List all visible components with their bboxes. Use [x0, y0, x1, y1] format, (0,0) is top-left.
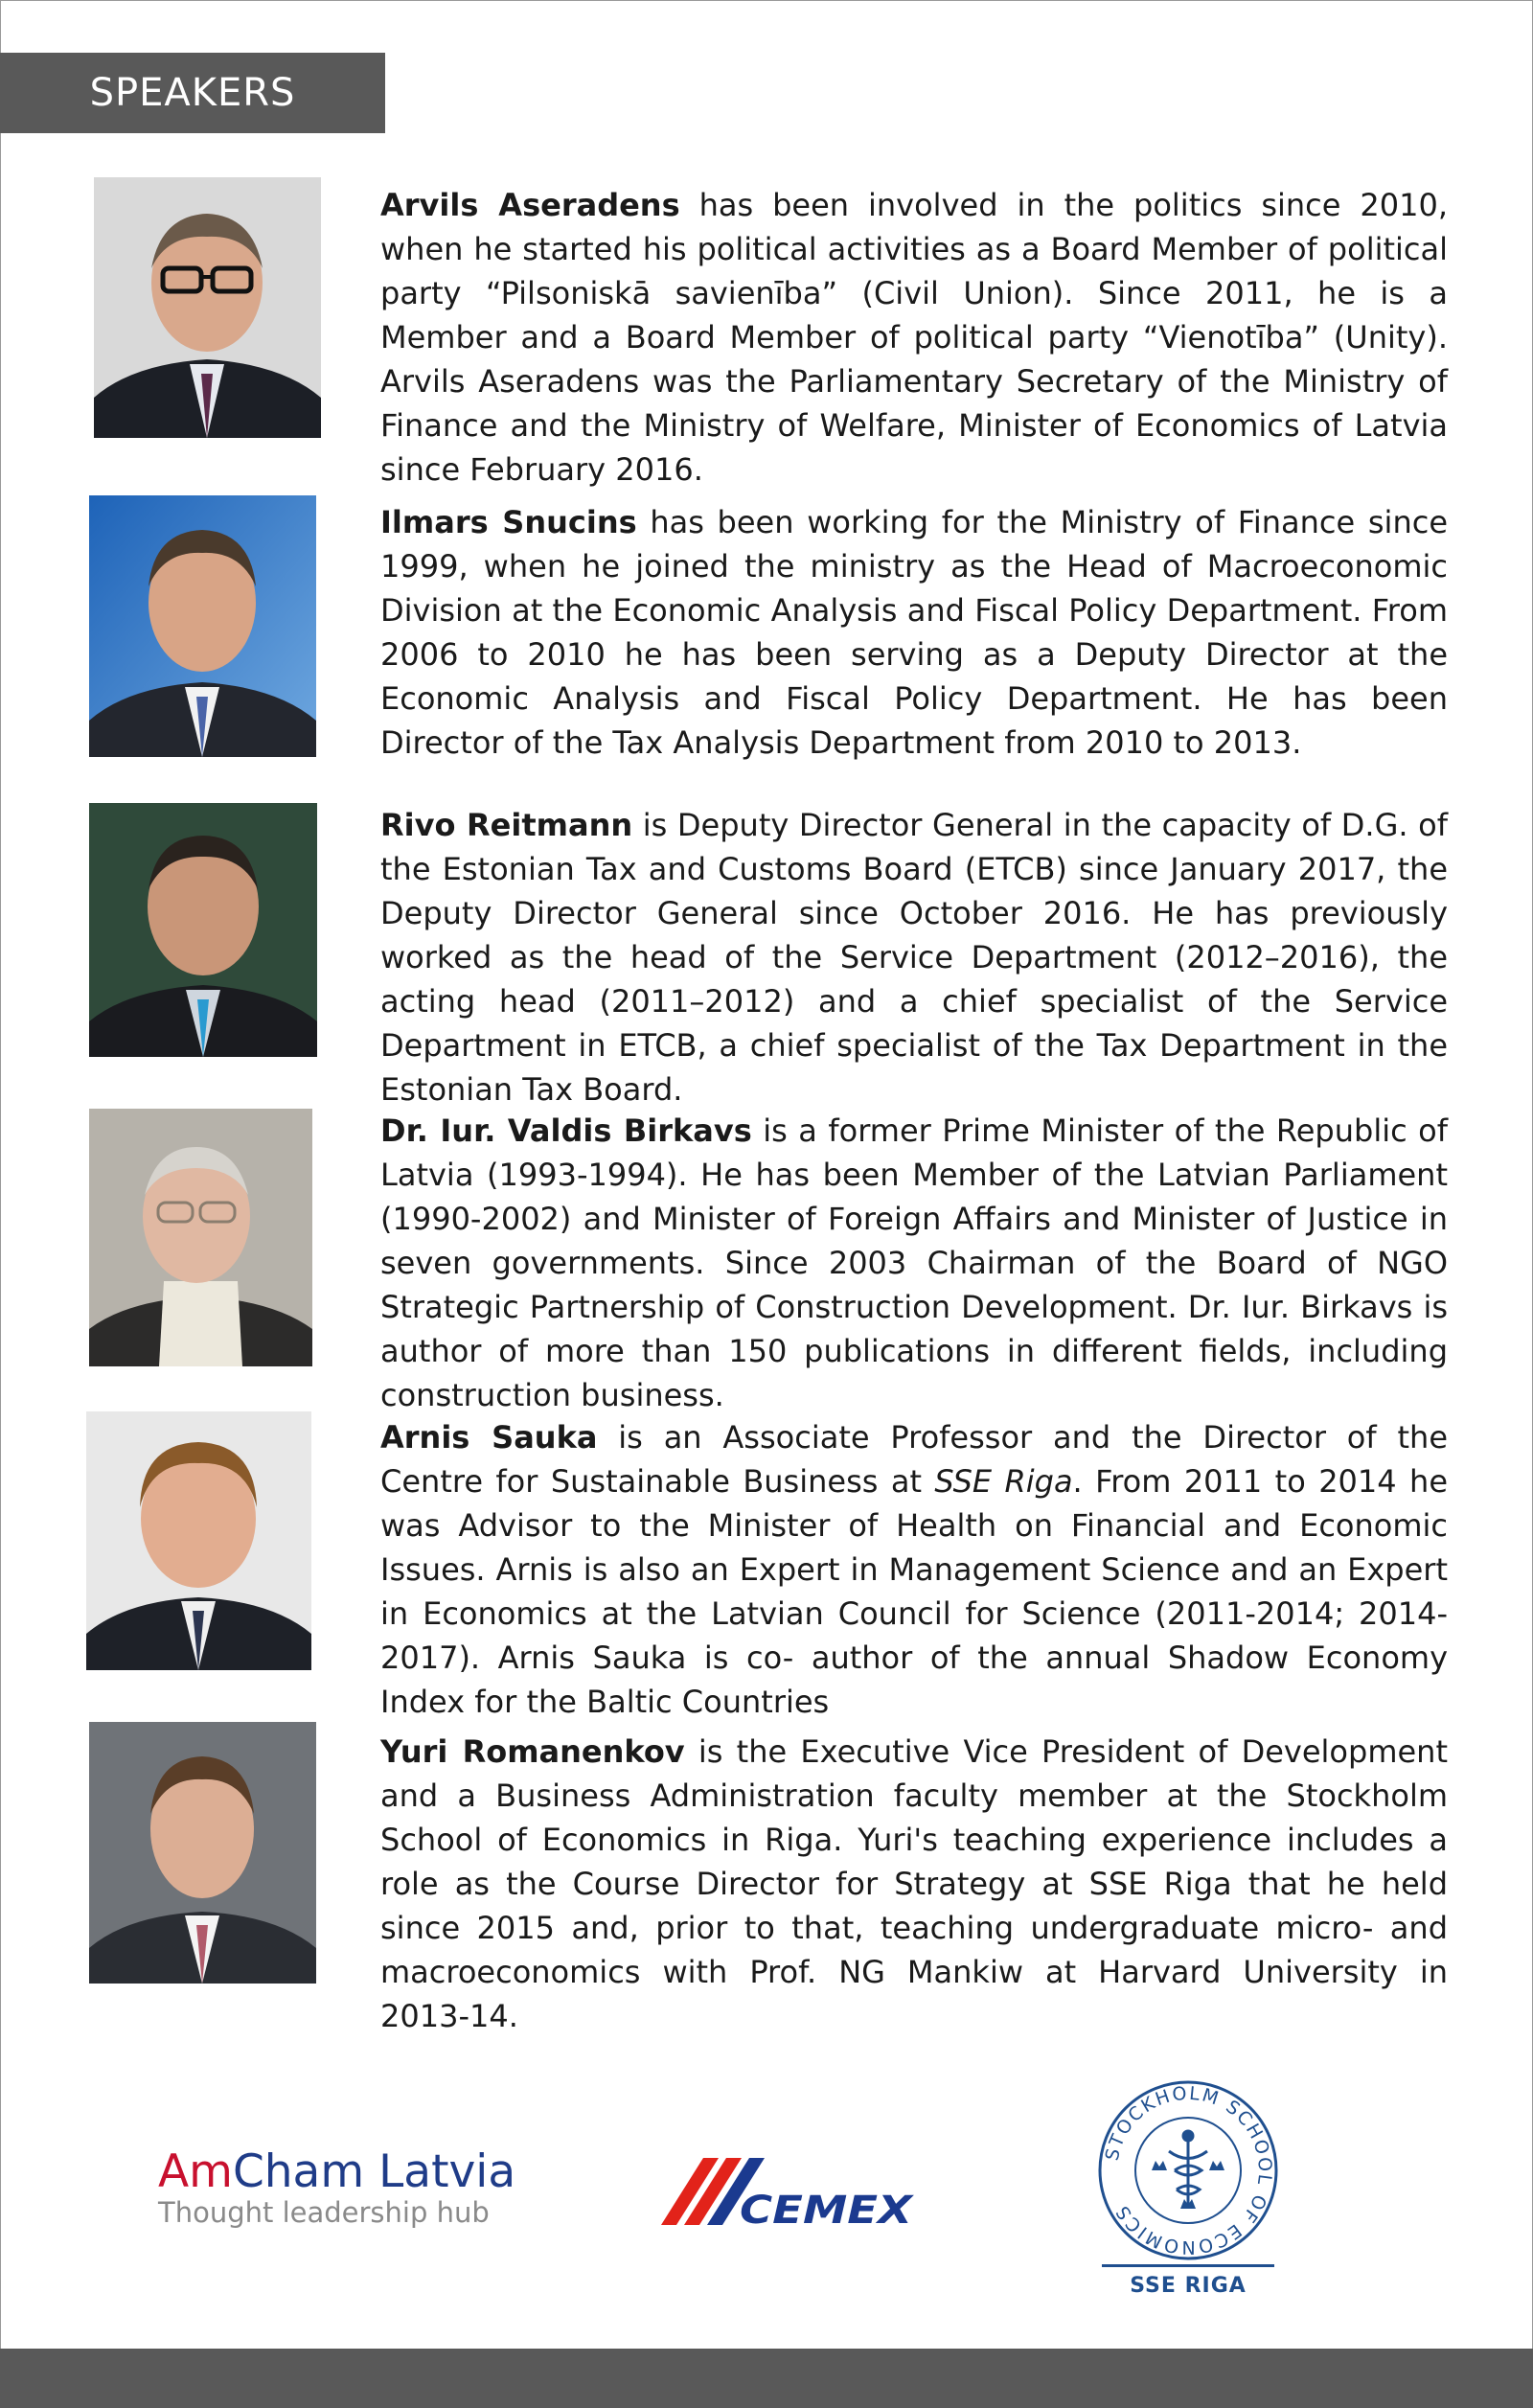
speaker-name: Rivo Reitmann: [380, 807, 633, 843]
speaker-photo-snucins: [89, 495, 316, 757]
section-header: [0, 53, 385, 133]
speaker-name: Arvils Aseradens: [380, 187, 680, 223]
cemex-logo: [661, 2156, 915, 2228]
cemex-logo-mark: [661, 2156, 915, 2228]
speaker-photo-reitmann: [89, 803, 317, 1057]
speaker-bio-text: is an Associate Professor and the Director of the Centre for Sustainable Business at: [380, 1419, 1449, 1500]
amcham-latvia-logo: [158, 2145, 516, 2239]
footer-bar: [0, 2349, 1533, 2408]
speaker-bio-text: . From 2011 to 2014 he was Advisor to the Minister of Health on Financial and Economic Issues. Arnis is also an Expert in Management Science and an Expert in Economics at the Latvian Council for Science (2011-2014; 2014-2017). Arnis Sauka is co- author of the annual Shadow Economy Index for the Baltic Countries: [380, 1463, 1448, 1720]
speaker-name: Ilmars Snucins: [380, 504, 637, 540]
speaker-bio-aseradens: [380, 183, 1448, 492]
speaker-bio-romanenkov: [380, 1730, 1448, 2038]
amcham-logo-name: [158, 2145, 516, 2198]
sse-seal-ring-text: STOCKHOLM SCHOOL OF ECONOMICS: [1101, 2082, 1276, 2259]
sse-logo-label: SSE RIGA: [1130, 2274, 1247, 2298]
speaker-bio-text: is the Executive Vice President of Development and a Business Administration faculty member at the Stockholm School of Economics in Riga. Yuri's teaching experience includes a role as the Course Director for Strategy at SSE Riga that he held since 2015 and, prior to that, teaching undergraduate micro- and macroeconomics with Prof. NG Mankiw at Harvard University in 2013-14.: [380, 1733, 1449, 2034]
speaker-name: Dr. Iur. Valdis Birkavs: [380, 1112, 752, 1149]
speaker-name: Yuri Romanenkov: [380, 1733, 685, 1770]
speaker-bio-snucins: [380, 500, 1448, 765]
speaker-bio-text: is Deputy Director General in the capacity of D.G. of the Estonian Tax and Customs Board (ETCB) since January 2017, the Deputy Director General since October 2016. He has previously worked as the head of the Service Department (2012–2016), the acting head (2011–2012) and a chief specialist of the Service Department in ETCB, a chief specialist of the Tax Department in the Estonian Tax Board.: [380, 807, 1449, 1108]
speaker-bio-birkavs: [380, 1109, 1448, 1417]
amcham-logo-tagline: Thought leadership hub: [158, 2196, 490, 2229]
amcham-logo-latvia: Latvia: [364, 2145, 516, 2198]
speaker-photo-birkavs: [89, 1109, 312, 1366]
sse-logo-divider: [1102, 2264, 1274, 2267]
speaker-photo-romanenkov: [89, 1722, 316, 1984]
amcham-logo-am: Am: [158, 2145, 233, 2198]
section-title: SPEAKERS: [89, 71, 296, 115]
speaker-bio-text: has been working for the Ministry of Finance since 1999, when he joined the ministry as the Head of Macroeconomic Division at the Economic Analysis and Fiscal Policy Department. From 2006 to 2010 he has been serving as a Deputy Director at the Economic Analysis and Fiscal Policy Department. He has been Director of the Tax Analysis Department from 2010 to 2013.: [380, 504, 1449, 761]
amcham-logo-cham: Cham: [232, 2145, 365, 2198]
speaker-bio-reitmann: [380, 803, 1448, 1112]
speaker-photo-aseradens: [94, 177, 321, 438]
sse-riga-logo: [1092, 2075, 1284, 2305]
cemex-logo-text: CEMEX: [740, 2189, 915, 2228]
speaker-bio-sauka: [380, 1415, 1448, 1724]
speaker-bio-emphasis: SSE Riga: [934, 1463, 1073, 1500]
speaker-bio-text: is a former Prime Minister of the Republic of Latvia (1993-1994). He has been Member of the Latvian Parliament (1990-2002) and Minister of Foreign Affairs and Minister of Justice in seven governments. Since 2003 Chairman of the Board of NGO Strategic Partnership of Construction Development. Dr. Iur. Birkavs is author of more than 150 publications in different fields, including construction business.: [380, 1112, 1449, 1413]
caduceus-icon: [1169, 2131, 1207, 2209]
speaker-bio-text: has been involved in the politics since 2010, when he started his political activities as a Board Member of political party “Pilsoniskā savienība” (Civil Union). Since 2011, he is a Member and a Board Member of political party “Vienotība” (Unity). Arvils Aseradens was the Parliamentary Secretary of the Ministry of Finance and the Ministry of Welfare, Minister of Economics of Latvia since February 2016.: [380, 187, 1449, 488]
sse-seal: [1092, 2075, 1284, 2266]
speaker-name: Arnis Sauka: [380, 1419, 598, 1456]
speaker-photo-sauka: [86, 1411, 311, 1670]
